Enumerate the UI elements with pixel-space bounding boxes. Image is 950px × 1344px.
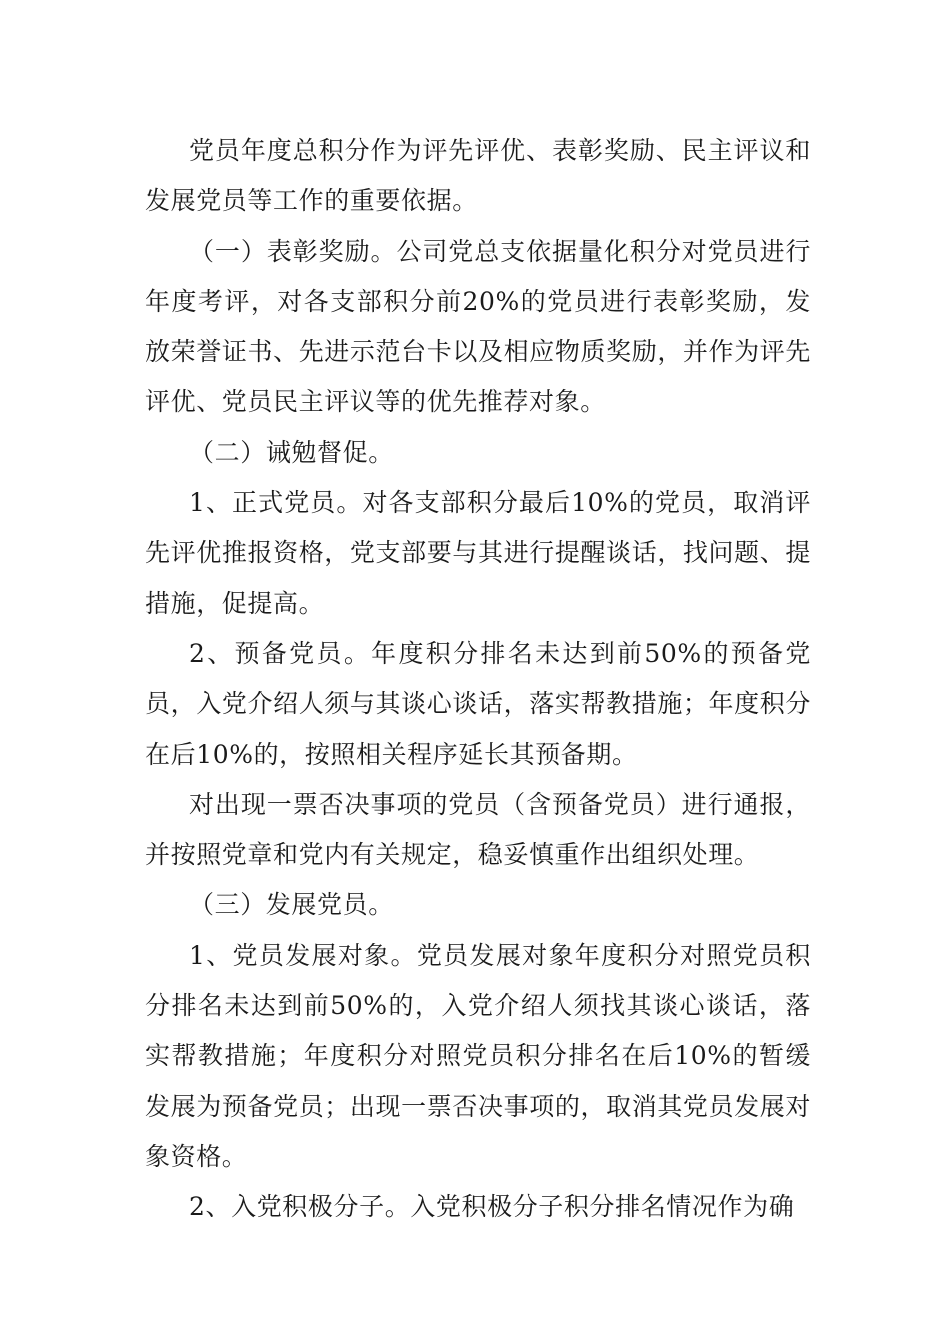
paragraph-evaluation-basis: 党员年度总积分作为评先评优、表彰奖励、民主评议和发展党员等工作的重要依据。 bbox=[145, 136, 811, 216]
paragraph-commendation: （一）表彰奖励。公司党总支依据量化积分对党员进行年度考评，对各支部积分前20%的党员进行表彰奖励，发放荣誉证书、先进示范台卡以及相应物质奖励，并作为评先评优、党员民主评议等的优先推荐对象。 bbox=[145, 236, 811, 417]
paragraph-veto-items: 对出现一票否决事项的党员（含预备党员）进行通报，并按照党章和党内有关规定，稳妥慎重作出组织处理。 bbox=[145, 789, 811, 870]
heading-member-development: （三）发展党员。 bbox=[189, 890, 394, 920]
paragraph-probationary-members: 2、预备党员。年度积分排名未达到前50%的预备党员，入党介绍人须与其谈心谈话，落实帮教措施；年度积分在后10%的，按照相关程序延长其预备期。 bbox=[145, 638, 811, 769]
paragraph-activists: 2、入党积极分子。入党积极分子积分排名情况作为确 bbox=[189, 1192, 795, 1222]
paragraph-development-targets: 1、党员发展对象。党员发展对象年度积分对照党员积分排名未达到前50%的，入党介绍人须找其谈心谈话，落实帮教措施；年度积分对照党员积分排名在后10%的暂缓发展为预备党员；出现一票否决事项的，取消其党员发展对象资格。 bbox=[145, 940, 811, 1171]
heading-admonition: （二）诫勉督促。 bbox=[189, 437, 394, 467]
document-body bbox=[145, 126, 811, 1233]
paragraph-full-members: 1、正式党员。对各支部积分最后10%的党员，取消评先评优推报资格，党支部要与其进行提醒谈话，找问题、提措施，促提高。 bbox=[145, 488, 811, 618]
